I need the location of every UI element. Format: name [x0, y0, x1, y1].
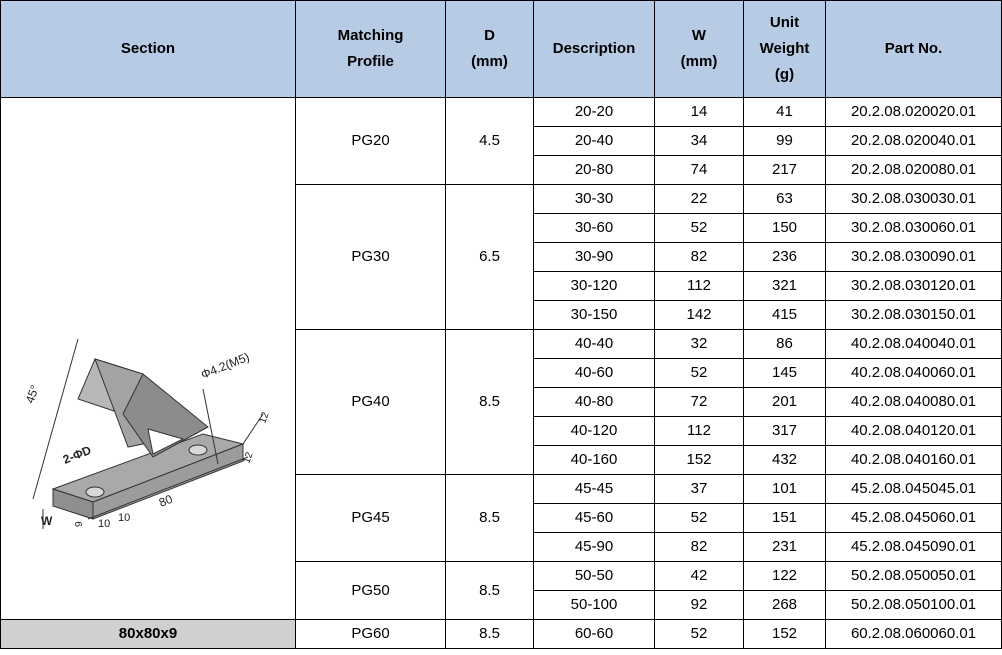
weight-cell: 321 [744, 272, 826, 301]
w-cell: 22 [655, 185, 744, 214]
part-no-cell: 40.2.08.040040.01 [826, 330, 1002, 359]
section-name-cell: 80x80x9 [1, 620, 296, 649]
profile-cell: PG20 [296, 98, 446, 185]
angle-dim-line [33, 339, 78, 499]
header-part-no: Part No. [826, 1, 1002, 98]
weight-cell: 122 [744, 562, 826, 591]
description-cell: 30-60 [534, 214, 655, 243]
table-body [1, 98, 1002, 649]
header-row [1, 1, 1002, 98]
part-no-cell: 45.2.08.045090.01 [826, 533, 1002, 562]
part-no-cell: 30.2.08.030030.01 [826, 185, 1002, 214]
d-cell: 6.5 [446, 185, 534, 330]
weight-cell: 145 [744, 359, 826, 388]
section-image-cell [1, 98, 296, 620]
w-cell: 82 [655, 533, 744, 562]
twelve-label-a: 12 [257, 410, 272, 425]
w-cell: 42 [655, 562, 744, 591]
w-cell: 34 [655, 127, 744, 156]
w-cell: 74 [655, 156, 744, 185]
header-w: W (mm) [655, 1, 744, 98]
w-cell: 72 [655, 388, 744, 417]
description-cell: 50-50 [534, 562, 655, 591]
weight-cell: 236 [744, 243, 826, 272]
description-cell: 45-45 [534, 475, 655, 504]
part-no-cell: 40.2.08.040120.01 [826, 417, 1002, 446]
twelve-label-b: 12 [241, 450, 256, 465]
thick-label: 9 [74, 520, 85, 527]
description-cell: 30-30 [534, 185, 655, 214]
d-label: 2-ΦD [60, 442, 94, 467]
description-cell: 40-60 [534, 359, 655, 388]
w-cell: 52 [655, 504, 744, 533]
w-cell: 14 [655, 98, 744, 127]
description-cell: 30-90 [534, 243, 655, 272]
weight-cell: 101 [744, 475, 826, 504]
part-no-cell: 20.2.08.020040.01 [826, 127, 1002, 156]
part-no-cell: 40.2.08.040060.01 [826, 359, 1002, 388]
description-cell: 30-150 [534, 301, 655, 330]
weight-cell: 268 [744, 591, 826, 620]
part-no-cell: 50.2.08.050050.01 [826, 562, 1002, 591]
weight-cell: 63 [744, 185, 826, 214]
w-cell: 92 [655, 591, 744, 620]
description-cell: 60-60 [534, 620, 655, 649]
part-no-cell: 30.2.08.030060.01 [826, 214, 1002, 243]
description-cell: 20-40 [534, 127, 655, 156]
profile-cell: PG60 [296, 620, 446, 649]
w-cell: 32 [655, 330, 744, 359]
header-matching-profile: Matching Profile [296, 1, 446, 98]
profile-cell: PG45 [296, 475, 446, 562]
w-cell: 37 [655, 475, 744, 504]
weight-cell: 150 [744, 214, 826, 243]
description-cell: 45-60 [534, 504, 655, 533]
part-no-cell: 20.2.08.020080.01 [826, 156, 1002, 185]
w-cell: 82 [655, 243, 744, 272]
weight-cell: 432 [744, 446, 826, 475]
table-row [1, 620, 1002, 649]
hole-left [86, 487, 104, 497]
d-cell: 8.5 [446, 475, 534, 562]
table-row [1, 98, 1002, 127]
w-cell: 52 [655, 214, 744, 243]
part-no-cell: 50.2.08.050100.01 [826, 591, 1002, 620]
header-section: Section [1, 1, 296, 98]
part-no-cell: 40.2.08.040160.01 [826, 446, 1002, 475]
profile-cell: PG40 [296, 330, 446, 475]
w-cell: 52 [655, 359, 744, 388]
header-unit-weight: Unit Weight (g) [744, 1, 826, 98]
header-description: Description [534, 1, 655, 98]
description-cell: 40-120 [534, 417, 655, 446]
profile-cell: PG50 [296, 562, 446, 620]
description-cell: 50-100 [534, 591, 655, 620]
weight-cell: 415 [744, 301, 826, 330]
bracket-drawing [3, 189, 293, 529]
part-no-cell: 30.2.08.030150.01 [826, 301, 1002, 330]
description-cell: 40-40 [534, 330, 655, 359]
weight-cell: 317 [744, 417, 826, 446]
weight-cell: 152 [744, 620, 826, 649]
description-cell: 20-20 [534, 98, 655, 127]
part-no-cell: 30.2.08.030120.01 [826, 272, 1002, 301]
w-cell: 112 [655, 272, 744, 301]
w-cell: 152 [655, 446, 744, 475]
hole-right [189, 445, 207, 455]
ten-label-a: 10 [98, 517, 111, 529]
weight-cell: 151 [744, 504, 826, 533]
weight-cell: 99 [744, 127, 826, 156]
angle-label: 45° [22, 382, 43, 405]
part-no-cell: 40.2.08.040080.01 [826, 388, 1002, 417]
w-cell: 112 [655, 417, 744, 446]
part-no-cell: 30.2.08.030090.01 [826, 243, 1002, 272]
description-cell: 30-120 [534, 272, 655, 301]
description-cell: 40-160 [534, 446, 655, 475]
weight-cell: 217 [744, 156, 826, 185]
description-cell: 40-80 [534, 388, 655, 417]
d-cell: 4.5 [446, 98, 534, 185]
weight-cell: 201 [744, 388, 826, 417]
hole-dia-label: Φ4.2(M5) [198, 349, 252, 382]
w-label: W [41, 513, 53, 528]
part-no-cell: 45.2.08.045045.01 [826, 475, 1002, 504]
weight-cell: 41 [744, 98, 826, 127]
description-cell: 45-90 [534, 533, 655, 562]
d-cell: 8.5 [446, 620, 534, 649]
part-no-cell: 20.2.08.020020.01 [826, 98, 1002, 127]
w-cell: 142 [655, 301, 744, 330]
header-d: D (mm) [446, 1, 534, 98]
weight-cell: 86 [744, 330, 826, 359]
weight-cell: 231 [744, 533, 826, 562]
profile-cell: PG30 [296, 185, 446, 330]
part-no-cell: 60.2.08.060060.01 [826, 620, 1002, 649]
w-cell: 52 [655, 620, 744, 649]
d-cell: 8.5 [446, 562, 534, 620]
description-cell: 20-80 [534, 156, 655, 185]
eighty-label: 80 [156, 491, 175, 510]
ten-label-b: 10 [118, 511, 131, 524]
d-cell: 8.5 [446, 330, 534, 475]
part-no-cell: 45.2.08.045060.01 [826, 504, 1002, 533]
